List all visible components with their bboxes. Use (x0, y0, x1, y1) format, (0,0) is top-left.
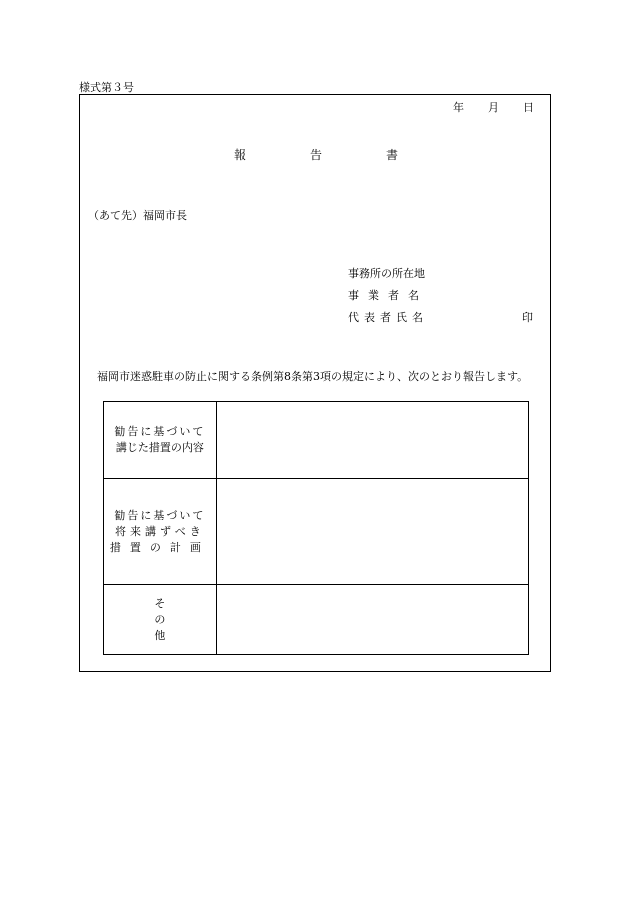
report-table (103, 401, 529, 655)
row-label-other (104, 585, 217, 655)
content-cell-future-plan[interactable] (216, 479, 528, 585)
title-char-1: 報 (233, 148, 246, 162)
title-char-2: 告 (309, 148, 322, 162)
label-line: 勧告に基づいて (114, 508, 206, 522)
table-row (104, 585, 529, 655)
document-title (80, 146, 552, 163)
representative-name-label: 代表者氏名 (348, 311, 428, 324)
form-number: 様式第３号 (79, 81, 134, 94)
table-row (104, 402, 529, 479)
addressee: （あて先）福岡市長 (88, 209, 187, 222)
label-line: 将来講ずべき (114, 524, 205, 538)
title-char-3: 書 (386, 148, 399, 162)
office-address-label: 事務所の所在地 (348, 267, 425, 280)
content-cell-other[interactable] (216, 585, 528, 655)
seal-label: 印 (522, 311, 533, 324)
label-line: 勧告に基づいて (114, 425, 206, 438)
label-line: 措置の計画 (109, 540, 210, 554)
content-cell-measures-taken[interactable] (216, 402, 528, 479)
row-label-measures-taken (104, 402, 217, 479)
label-line: その他 (154, 596, 202, 642)
date-month-label: 月 (488, 101, 499, 114)
row-label-future-plan (104, 479, 217, 585)
report-form-frame (79, 94, 551, 672)
table-row (104, 479, 529, 585)
statement-text: 福岡市迷惑駐車の防止に関する条例第8条第3項の規定により、次のとおり報告します。 (97, 370, 529, 383)
label-line: 講じた措置の内容 (115, 441, 204, 454)
date-year-label: 年 (453, 101, 464, 114)
business-name-label: 事業者名 (348, 289, 428, 302)
date-day-label: 日 (523, 101, 534, 114)
